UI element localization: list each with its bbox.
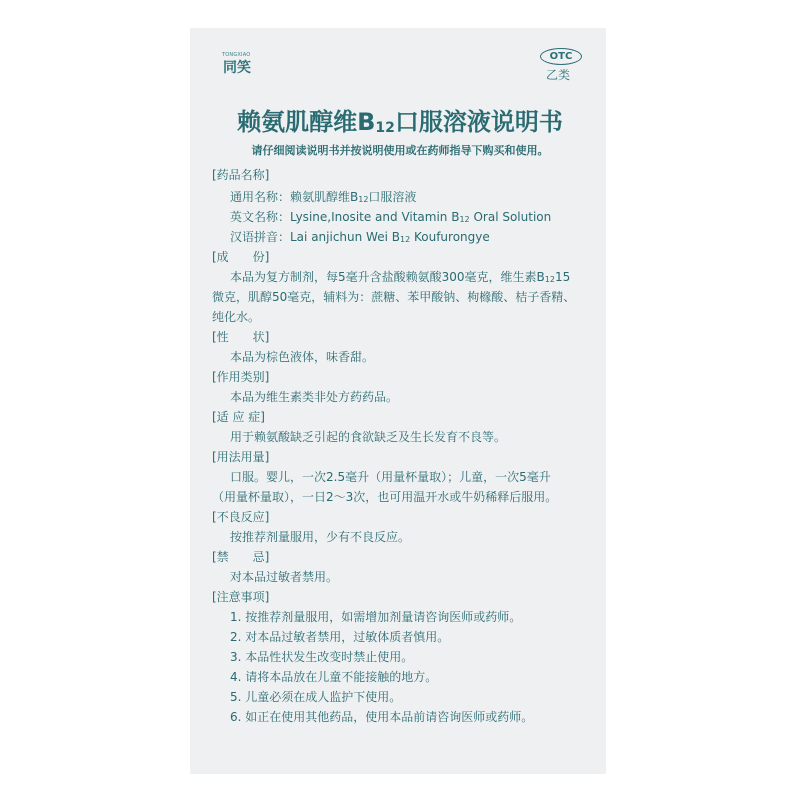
english-name	[230, 208, 551, 225]
precaution-item: 3. 本品性状发生改变时禁止使用。	[230, 650, 414, 664]
precaution-item: 6. 如正在使用其他药品，使用本品前请咨询医师或药师。	[230, 710, 534, 724]
generic-name-text: 通用名称：赖氨肌醇维B	[230, 190, 359, 204]
heading-adverse: [不良反应]	[212, 510, 270, 524]
brand-pinyin: TONGXIAO	[222, 52, 251, 58]
composition-subscript: 12	[544, 275, 555, 284]
title-subscript: 12	[375, 120, 395, 136]
indication-text: 用于赖氨酸缺乏引起的食欲缺乏及生长发育不良等。	[230, 430, 507, 444]
otc-mark	[540, 48, 584, 82]
title-tail: 口服溶液说明书	[394, 108, 563, 136]
pinyin-name-subscript: 12	[399, 235, 411, 244]
composition-line-3: 纯化水。	[212, 310, 261, 324]
heading-character: [性 状]	[212, 330, 270, 344]
composition-line-1-text: 本品为复方制剂，每5毫升含盐酸赖氨酸300毫克，维生素B	[230, 270, 545, 284]
brand-name: 同笑	[223, 60, 251, 76]
precaution-item: 4. 请将本品放在儿童不能接触的地方。	[230, 670, 438, 684]
brand-logo	[222, 52, 266, 74]
pinyin-name-tail: Koufurongye	[410, 230, 490, 244]
composition-line-1-tail: 15	[554, 270, 571, 284]
dosage-line-1: 口服。婴儿，一次2.5毫升（用量杯量取）；儿童，一次5毫升	[230, 470, 551, 484]
precaution-item: 2. 对本品过敏者禁用，过敏体质者慎用。	[230, 630, 450, 644]
heading-dosage: [用法用量]	[212, 450, 270, 464]
precaution-item: 5. 儿童必须在成人监护下使用。	[230, 690, 402, 704]
title-main: 赖氨肌醇维B	[237, 108, 376, 136]
english-name-text: 英文名称：Lysine,Inosite and Vitamin B	[230, 210, 460, 224]
category-text: 本品为维生素类非处方药药品。	[230, 390, 399, 404]
adverse-text: 按推荐剂量服用，少有不良反应。	[230, 530, 411, 544]
generic-name-subscript: 12	[358, 195, 369, 204]
heading-drug-name: [药品名称]	[212, 168, 270, 182]
contraindications-text: 对本品过敏者禁用。	[230, 570, 339, 584]
pinyin-name	[230, 228, 490, 245]
english-name-tail: Oral Solution	[469, 210, 552, 224]
character-text: 本品为棕色液体，味香甜。	[230, 350, 375, 364]
composition-line-1	[230, 268, 570, 285]
document-subtitle: 请仔细阅读说明书并按说明使用或在药师指导下购买和使用。	[251, 144, 549, 157]
english-name-subscript: 12	[459, 215, 470, 224]
otc-class: 乙类	[546, 68, 571, 82]
heading-contraindications: [禁 忌]	[212, 550, 270, 564]
composition-line-2: 微克，肌醇50毫克，辅料为：蔗糖、苯甲酸钠、枸橼酸、桔子香精、	[212, 290, 576, 304]
otc-badge: OTC	[540, 48, 582, 65]
document-title	[212, 102, 588, 137]
heading-category: [作用类别]	[212, 370, 270, 384]
heading-precautions: [注意事项]	[212, 590, 270, 604]
precaution-item: 1. 按推荐剂量服用，如需增加剂量请咨询医师或药师。	[230, 610, 522, 624]
pinyin-name-text: 汉语拼音：Lai anjichun Wei B	[230, 230, 400, 244]
generic-name-tail: 口服溶液	[368, 190, 417, 204]
dosage-line-2: （用量杯量取），一日2～3次，也可用温开水或牛奶稀释后服用。	[212, 490, 558, 504]
heading-composition: [成 份]	[212, 250, 270, 264]
heading-indication: [适 应 症]	[212, 410, 265, 424]
generic-name	[230, 188, 416, 205]
